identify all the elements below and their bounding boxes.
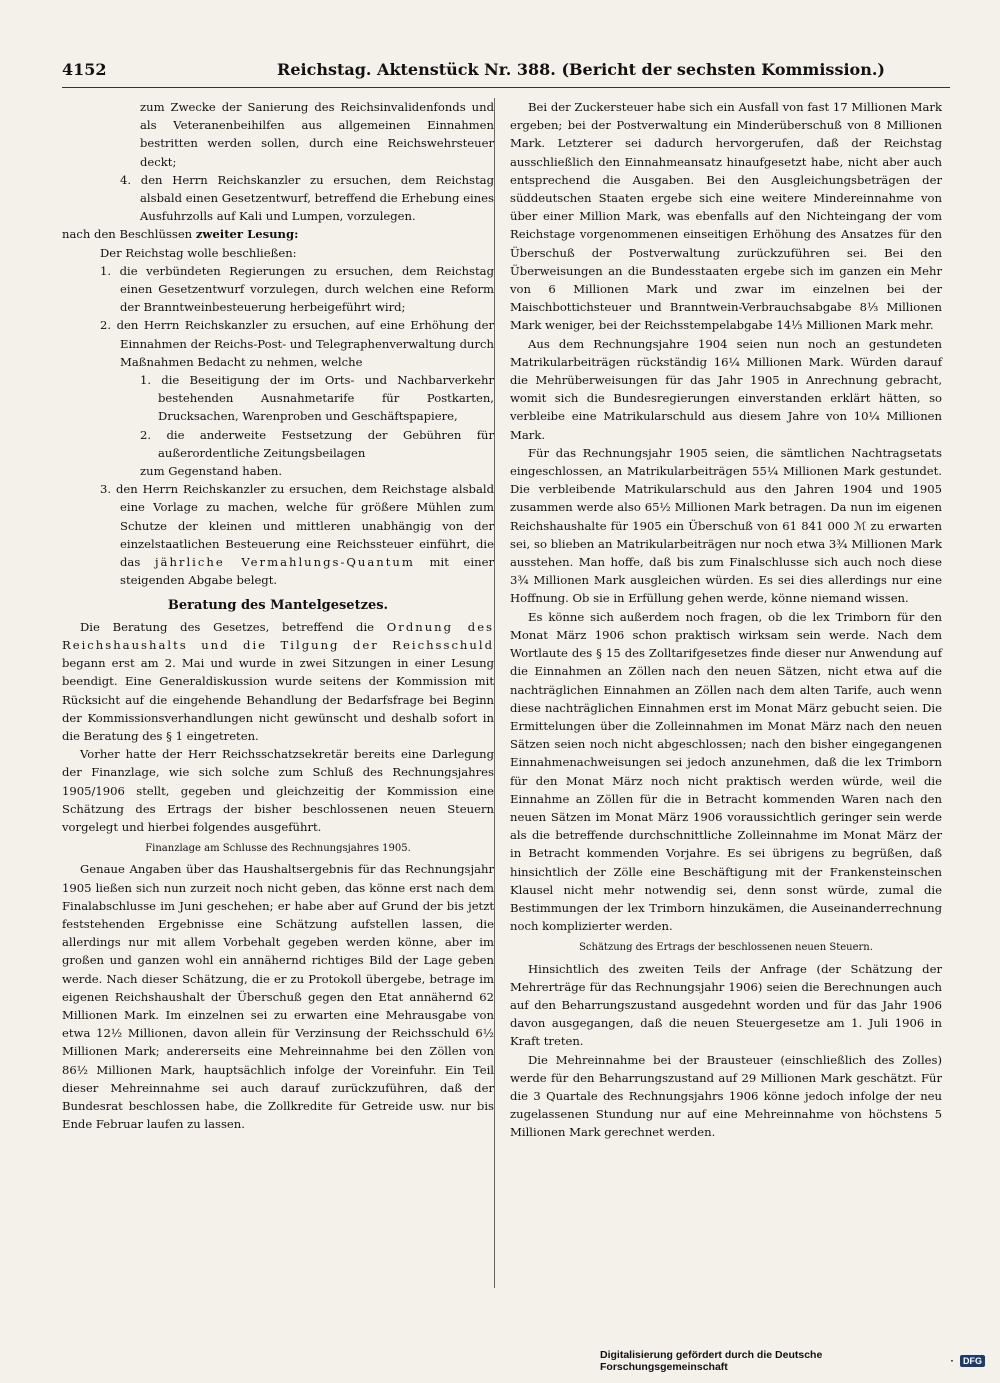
running-title: Reichstag. Aktenstück Nr. 388. (Bericht der sechsten Kommission.) <box>277 60 885 79</box>
resolution-subitem-2: 2. die anderweite Festsetzung der Gebühren für außerordentliche Zeitungsbeilagen <box>140 427 494 460</box>
page-header <box>62 60 950 84</box>
paragraph-genaue: Genaue Angaben über das Haushaltsergebnis für das Rechnungsjahr 1905 ließen sich nun zurzeit noch nicht geben, das könne erst nach dem Finalabschlusse im Juni geschehen; er habe aber auf Grund der bis jetzt feststehenden Ergebnisse eine Schätzung aufstellen lassen, die allerdings nur mit allem Vorbehalt gegeben werden könne, aber im großen und ganzen wohl ein annähernd richtiges Bild der Lage geben werde. Nach dieser Schätzung, die er zu Protokoll übergebe, betrage im eigenen Reichshaushalt der Überschuß gegen den Etat annähernd 62 Millionen Mark. Im einzelnen sei zu erwarten eine Mehrausgabe von etwa 12½ Millionen, davon allein für Verzinsung der Reichsschuld 6½ Millionen Mark; andererseits eine Mehreinnahme bei den Zöllen von 86½ Millionen Mark, hauptsächlich infolge der Voreinfuhr. Ein Teil dieser Mehreinnahme sei auch darauf zurückzuführen, daß der Bundesrat beschlossen habe, die Zollkredite für Getreide usw. nur bis Ende Februar laufen zu lassen. <box>62 862 494 1132</box>
paragraph-rechnungsjahr-1904: Aus dem Rechnungsjahre 1904 seien nun noch an gestundeten Matrikularbeiträgen rückständig 16¼ Millionen Mark. Würden darauf die Mehrüberweisungen für das Jahr 1905 in Anrechnung gebracht, womit sich die Bundesregierungen einverstanden erklärt hätten, so verbleibe eine Matrikularschuld aus diesem Jahre von 10¼ Millionen Mark. <box>510 336 942 442</box>
paragraph-brausteuer: Die Mehreinnahme bei der Brausteuer (einschließlich des Zolles) werde für den Beharrungszustand auf 29 Millionen Mark geschätzt. Für die 3 Quartale des Rechnungsjahrs 1906 könne jedoch infolge der neu zugelassenen Stundung nur auf eine Mehreinnahme von höchstens 5 Millionen Mark gerechnet werden. <box>510 1052 942 1140</box>
resolution-item-2: 2. den Herrn Reichskanzler zu ersuchen, auf eine Erhöhung der Einnahmen der Reichs-Post- und Telegraphenverwaltung durch Maßnahmen Bedacht zu nehmen, welche <box>100 318 494 369</box>
column-divider <box>494 98 495 1288</box>
footer-text: Digitalisierung gefördert durch die Deutsche Forschungsgemeinschaft <box>600 1349 823 1373</box>
header-rule <box>62 87 950 88</box>
digitization-footer: Digitalisierung gefördert durch die Deutsche Forschungsgemeinschaft · DFG <box>600 1352 985 1370</box>
resolution-item-3: 3. den Herrn Reichskanzler zu ersuchen, dem Reichstage alsbald eine Vorlage zu machen, welche für größere Mühlen zum Schutze der kleinen und mittleren unabhängig von der einzelstaatlichen Besteuerung eine Reichssteuer einführt, die das jährliche Vermahlungs-Quantum mit einer steigenden Abgabe belegt. <box>100 482 494 588</box>
page-number: 4152 <box>62 60 107 79</box>
second-reading-label: zweiter Lesung: <box>195 227 299 242</box>
list-item-4: 4. den Herrn Reichskanzler zu ersuchen, dem Reichstag alsbald einen Gesetzentwurf, betreffend die Erhebung eines Ausfuhrzolls auf Kali und Lumpen, vorzulegen. <box>120 172 494 224</box>
continuation-paragraph: zum Zwecke der Sanierung des Reichsinvalidenfonds und als Veteranenbeihilfen aus allgemeinen Einnahmen bestritten werden sollen, durch eine Reichswehrsteuer deckt; <box>140 100 494 169</box>
paragraph-hinsichtlich: Hinsichtlich des zweiten Teils der Anfrage (der Schätzung der Mehrerträge für das Rechnungsjahr 1906) seien die Berechnungen auch auf den Beharrungszustand ausgedehnt worden und für das Jahr 1906 davon ausgegangen, daß die neuen Steuergesetze am 1. Juli 1906 in Kraft treten. <box>510 961 942 1049</box>
paragraph-beratung: Die Beratung des Gesetzes, betreffend die Ordnung des Reichshaushalts und die Tilgung der Reichsschuld begann erst am 2. Mai und wurde in zwei Sitzungen in einer Lesung beendigt. Eine Generaldiskussion wurde seitens der Kommission mit Rücksicht auf die eingehende Behandlung der Bedarfsfrage bei Beginn der Kommissionsverhandlungen nicht gewünscht und deshalb sofort in die Beratung des § 1 eingetreten. <box>62 619 495 743</box>
right-column <box>510 98 942 1142</box>
subheading-finanzlage: Finanzlage am Schlusse des Rechnungsjahres 1905. <box>145 843 411 855</box>
subheading-schaetzung: Schätzung des Ertrags der beschlossenen neuen Steuern. <box>579 942 873 954</box>
section-heading-mantelgesetz: Beratung des Mantelgesetzes. <box>167 598 389 614</box>
resolution-intro: Der Reichstag wolle beschließen: <box>100 245 297 260</box>
paragraph-zuckersteuer: Bei der Zuckersteuer habe sich ein Ausfall von fast 17 Millionen Mark ergeben; bei der Postverwaltung ein Minderüberschuß von 8 Millionen Mark. Letzterer sei dadurch hervorgerufen, daß der Reichstag ausschließlich den Einnahmeansatz hinaufgesetzt habe, nicht aber auch entsprechend die Ausgaben. Bei den Ausgleichungsbeträgen der süddeutschen Staaten ergebe sich eine weitere Mindereinnahme von über einer Million Mark, was ebenfalls auf den Nichteingang der vom Reichstage vorgenommenen einseitigen Erhöhung des Ansatzes für den Überschuß der Postverwaltung zurückzuführen sei. Bei den Überweisungen an die Bundesstaaten ergebe sich im ganzen ein Mehr von 6 Millionen Mark und zwar im einzelnen bei der Maischbottichsteuer und Branntwein-Verbrauchsabgabe 8⅓ Millionen Mark weniger, bei der Reichsstempelabgabe 14⅓ Millionen Mark mehr. <box>510 100 942 333</box>
resolution-subitem-1: 1. die Beseitigung der im Orts- und Nachbarverkehr bestehenden Ausnahmetarife für Postkarten, Drucksachen, Warenproben und Geschäftspapiere, <box>140 373 494 424</box>
paragraph-vorher: Vorher hatte der Herr Reichsschatzsekretär bereits eine Darlegung der Finanzlage, wie sich solche zum Schluß des Rechnungsjahres 1905/1906 stellt, gegeben und gleichzeitig der Kommission eine Schätzung des Ertrags der bisher beschlossenen neuen Steuern vorgelegt und hierbei folgendes ausgeführt. <box>62 747 494 834</box>
dfg-logo-icon: DFG <box>960 1355 985 1367</box>
left-column <box>62 98 494 1133</box>
second-reading-line: nach den Beschlüssen zweiter Lesung: <box>62 227 299 242</box>
resolution-item-2-tail: zum Gegenstand haben. <box>140 464 283 479</box>
paragraph-rechnungsjahr-1905: Für das Rechnungsjahr 1905 seien, die sämtlichen Nachtragsetats eingeschlossen, an Matrikularbeiträgen 55¼ Millionen Mark gestundet. Die verbleibende Matrikularschuld aus den Jahren 1904 und 1905 zusammen werde also 65½ Millionen Mark betragen. Da nun im eigenen Reichshaushalte für 1905 ein Überschuß von 61 841 000 ℳ zu erwarten sei, so blieben an Matrikularbeiträgen nur noch etwa 3¾ Millionen Mark ausstehen. Man hoffe, daß bis zum Finalschlusse sich auch noch diese 3¾ Millionen Mark ausgleichen würden. Es sei dies allerdings nur eine Hoffnung. Ob sie in Erfüllung gehen werde, könne niemand wissen. <box>510 445 942 606</box>
paragraph-lex-trimborn: Es könne sich außerdem noch fragen, ob die lex Trimborn für den Monat März 1906 schon praktisch wirksam sein werde. Nach dem Wortlaute des § 15 des Zolltarifgesetzes finde dieser nur Anwendung auf die Einnahmen an Zöllen nach den neuen Sätzen, nicht etwa auf die nachträglichen Einnahmen an Zöllen nach dem alten Tarife, auch wenn diese nachträglichen Einnahmen erst im Monat März gebucht seien. Die Ermittelungen über die Zolleinnahmen im Monat März nach den neuen Sätzen seien noch nicht abgeschlossen; nach den bisher eingegangenen Einnahmenachweisungen sei jedoch anzunehmen, daß die lex Trimborn für den Monat März noch nicht praktisch werden würde, weil die Einnahme an Zöllen für die in Betracht kommenden Waren nach den neuen Sätzen im Monat März 1906 voraussichtlich geringer sein werde als die betreffende durchschnittliche Zolleinnahme im Monat März der in Betracht kommenden Vorjahre. Es sei übrigens zu begrüßen, daß hinsichtlich der Zölle eine Beschäftigung mit der Frankensteinschen Klausel nicht mehr notwendig sei, denn sonst würde, zumal die Bestimmungen der lex Trimborn hinzukämen, die Auseinanderrechnung noch komplizierter werden. <box>510 609 942 934</box>
resolution-item-1: 1. die verbündeten Regierungen zu ersuchen, dem Reichstag einen Gesetzentwurf vorzulegen, durch welchen eine Reform der Branntweinbesteuerung herbeigeführt wird; <box>100 263 494 315</box>
